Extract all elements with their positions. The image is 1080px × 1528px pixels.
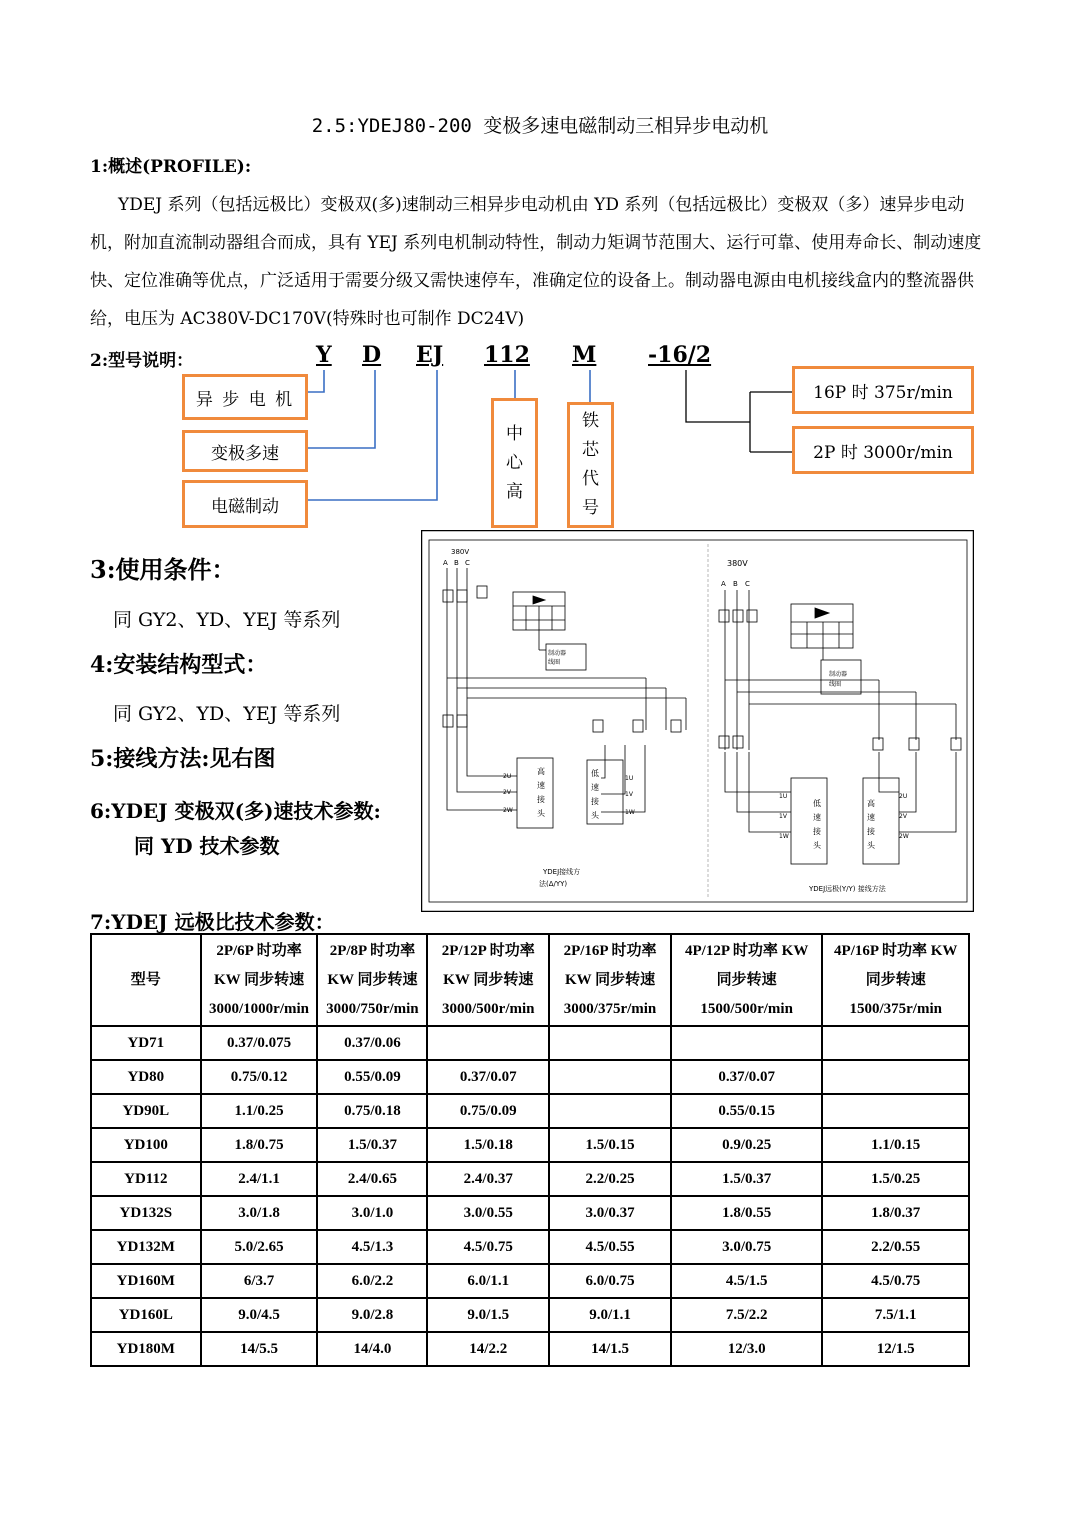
svg-text:头: 头: [813, 841, 821, 850]
model-cell: YD90L: [91, 1094, 201, 1128]
model-cell: YD71: [91, 1026, 201, 1060]
value-cell: 9.0/2.8: [317, 1298, 427, 1332]
table-header-row: [91, 934, 969, 1026]
section3-text: 同 GY2、YD、YEJ 等系列: [113, 609, 341, 631]
value-cell: 6.0/2.2: [317, 1264, 427, 1298]
svg-text:头: 头: [867, 841, 875, 850]
section6-sub: 同 YD 技术参数: [134, 834, 280, 858]
table-row: [91, 1026, 969, 1060]
svg-text:1V: 1V: [625, 791, 633, 798]
svg-text:低: 低: [591, 769, 599, 778]
section6-heading: 6:YDEJ 变极双(多)速技术参数:: [90, 799, 381, 823]
value-cell: 0.37/0.06: [317, 1026, 427, 1060]
value-cell: 2.4/0.65: [317, 1162, 427, 1196]
value-cell: 14/4.0: [317, 1332, 427, 1366]
value-cell: 9.0/4.5: [201, 1298, 318, 1332]
box-speed-16p: 16P 时 375r/min: [792, 366, 974, 414]
svg-text:1W: 1W: [625, 809, 635, 816]
value-cell: 2.2/0.25: [549, 1162, 671, 1196]
table-row: [91, 1128, 969, 1162]
value-cell: 14/1.5: [549, 1332, 671, 1366]
box-core-code: 铁 芯 代 号: [567, 402, 614, 528]
value-cell: 1.5/0.37: [317, 1128, 427, 1162]
value-cell: 7.5/1.1: [822, 1298, 969, 1332]
svg-text:速: 速: [591, 783, 599, 792]
header-cell: 2P/16P 时功率 KW 同步转速 3000/375r/min: [549, 934, 671, 1026]
value-cell: 0.55/0.09: [317, 1060, 427, 1094]
section2-heading: 2:型号说明：: [90, 351, 194, 371]
header-cell: 2P/8P 时功率 KW 同步转速 3000/750r/min: [317, 934, 427, 1026]
svg-text:头: 头: [591, 811, 599, 820]
table-row: [91, 1264, 969, 1298]
value-cell: 4.5/1.3: [317, 1230, 427, 1264]
value-cell: 0.37/0.07: [671, 1060, 823, 1094]
svg-text:2U: 2U: [899, 793, 908, 800]
svg-text:B: B: [733, 580, 738, 588]
box-em-brake: 电磁制动: [182, 480, 308, 528]
section7-heading: 7:YDEJ 远极比技术参数：: [90, 910, 335, 934]
table-row: [91, 1094, 969, 1128]
value-cell: 1.5/0.15: [549, 1128, 671, 1162]
section1-heading: 1:概述(PROFILE):: [90, 157, 252, 177]
svg-text:A: A: [443, 559, 448, 567]
svg-text:C: C: [745, 580, 750, 588]
svg-text:1V: 1V: [779, 813, 787, 820]
value-cell: 1.5/0.37: [671, 1162, 823, 1196]
svg-text:1U: 1U: [625, 775, 634, 782]
value-cell: 1.1/0.25: [201, 1094, 318, 1128]
model-cell: YD160L: [91, 1298, 201, 1332]
svg-text:YDEJ接线方: YDEJ接线方: [543, 868, 581, 876]
table-row: [91, 1060, 969, 1094]
value-cell: [549, 1060, 671, 1094]
svg-text:2U: 2U: [503, 773, 512, 780]
value-cell: 9.0/1.5: [427, 1298, 549, 1332]
model-cell: YD80: [91, 1060, 201, 1094]
svg-text:接: 接: [813, 827, 821, 836]
value-cell: 1.8/0.55: [671, 1196, 823, 1230]
box-async-motor: 异 步 电 机: [182, 374, 308, 420]
value-cell: 2.4/1.1: [201, 1162, 318, 1196]
value-cell: 0.75/0.12: [201, 1060, 318, 1094]
value-cell: 14/2.2: [427, 1332, 549, 1366]
params-table: [90, 933, 970, 1367]
svg-text:接: 接: [591, 797, 599, 806]
right-wiring: [719, 590, 961, 864]
table-body: [91, 1026, 969, 1366]
left-wiring: [443, 568, 686, 828]
value-cell: 3.0/1.0: [317, 1196, 427, 1230]
value-cell: 1.1/0.15: [822, 1128, 969, 1162]
value-cell: 0.75/0.09: [427, 1094, 549, 1128]
table-row: [91, 1162, 969, 1196]
svg-text:高: 高: [867, 799, 875, 808]
svg-text:2V: 2V: [899, 813, 907, 820]
value-cell: [549, 1026, 671, 1060]
value-cell: [822, 1026, 969, 1060]
svg-text:C: C: [465, 559, 470, 567]
value-cell: 6.0/0.75: [549, 1264, 671, 1298]
svg-text:2V: 2V: [503, 789, 511, 796]
code-16-2: -16/2: [648, 342, 712, 368]
svg-text:380V: 380V: [451, 548, 470, 556]
svg-text:法(Δ/YY): 法(Δ/YY): [539, 880, 568, 888]
svg-text:2W: 2W: [503, 807, 513, 814]
section1-text: YDEJ 系列（包括远极比）变极双(多)速制动三相异步电动机由 YD 系列（包括远极比）变极双（多）速异步电动机，附加直流制动器组合而成，具有 YEJ 系列电机制动特性，制动力矩调节范围大、运行可靠、使用寿命长、制动速度快、定位准确等优点，广泛适用于需要分级又需快速停车，准确定位的设备上。制动器电源由电机接线盒内的整流器供给，电压为 AC380V-DC170V(特殊时也可制作 DC24V): [90, 195, 982, 329]
page-title: 2.5:YDEJ80-200 变极多速电磁制动三相异步电动机: [311, 115, 769, 137]
value-cell: [822, 1060, 969, 1094]
value-cell: 0.75/0.18: [317, 1094, 427, 1128]
header-cell: 2P/12P 时功率 KW 同步转速 3000/500r/min: [427, 934, 549, 1026]
value-cell: 9.0/1.1: [549, 1298, 671, 1332]
value-cell: 3.0/0.55: [427, 1196, 549, 1230]
value-cell: 2.4/0.37: [427, 1162, 549, 1196]
code-ej: EJ: [416, 342, 444, 368]
header-cell: 4P/12P 时功率 KW 同步转速 1500/500r/min: [671, 934, 823, 1026]
header-cell: 4P/16P 时功率 KW 同步转速 1500/375r/min: [822, 934, 969, 1026]
value-cell: 2.2/0.55: [822, 1230, 969, 1264]
wiring-diagram: [421, 530, 974, 912]
value-cell: 4.5/1.5: [671, 1264, 823, 1298]
svg-text:制动器: 制动器: [829, 671, 848, 678]
value-cell: 1.8/0.37: [822, 1196, 969, 1230]
code-112: 112: [484, 342, 530, 368]
code-m: M: [572, 342, 597, 368]
value-cell: 1.5/0.18: [427, 1128, 549, 1162]
section5-heading: 5:接线方法:见右图: [90, 746, 276, 772]
svg-text:速: 速: [867, 813, 875, 822]
value-cell: 3.0/0.75: [671, 1230, 823, 1264]
value-cell: 3.0/0.37: [549, 1196, 671, 1230]
model-cell: YD132M: [91, 1230, 201, 1264]
value-cell: 0.9/0.25: [671, 1128, 823, 1162]
value-cell: [671, 1026, 823, 1060]
box-speed-2p: 2P 时 3000r/min: [792, 426, 974, 474]
box-center-height: 中 心 高: [491, 398, 538, 528]
value-cell: 1.5/0.25: [822, 1162, 969, 1196]
value-cell: 7.5/2.2: [671, 1298, 823, 1332]
value-cell: 12/1.5: [822, 1332, 969, 1366]
value-cell: 14/5.5: [201, 1332, 318, 1366]
value-cell: 0.37/0.075: [201, 1026, 318, 1060]
svg-text:1U: 1U: [779, 793, 788, 800]
section4-text: 同 GY2、YD、YEJ 等系列: [113, 703, 341, 725]
code-d: D: [362, 342, 382, 368]
svg-text:头: 头: [537, 809, 545, 818]
svg-text:速: 速: [813, 813, 821, 822]
value-cell: 1.8/0.75: [201, 1128, 318, 1162]
svg-text:B: B: [454, 559, 459, 567]
value-cell: 4.5/0.75: [822, 1264, 969, 1298]
model-cell: YD160M: [91, 1264, 201, 1298]
svg-text:A: A: [721, 580, 726, 588]
svg-text:接: 接: [867, 827, 875, 836]
value-cell: 4.5/0.75: [427, 1230, 549, 1264]
value-cell: 3.0/1.8: [201, 1196, 318, 1230]
model-cell: YD180M: [91, 1332, 201, 1366]
value-cell: 0.37/0.07: [427, 1060, 549, 1094]
value-cell: 12/3.0: [671, 1332, 823, 1366]
box-pole-change: 变极多速: [182, 430, 308, 472]
value-cell: [549, 1094, 671, 1128]
header-cell: 2P/6P 时功率 KW 同步转速 3000/1000r/min: [201, 934, 318, 1026]
header-cell-model: 型号: [91, 934, 201, 1026]
svg-text:高: 高: [537, 767, 545, 776]
value-cell: [822, 1094, 969, 1128]
svg-text:速: 速: [537, 781, 545, 790]
section4-heading: 4:安装结构型式：: [90, 652, 268, 678]
code-y: Y: [316, 342, 332, 368]
table-row: [91, 1332, 969, 1366]
table-row: [91, 1196, 969, 1230]
value-cell: 6.0/1.1: [427, 1264, 549, 1298]
value-cell: [427, 1026, 549, 1060]
table-row: [91, 1298, 969, 1332]
value-cell: 0.55/0.15: [671, 1094, 823, 1128]
table-row: [91, 1230, 969, 1264]
svg-text:制动器: 制动器: [548, 650, 567, 657]
svg-text:低: 低: [813, 799, 821, 808]
svg-text:线圈: 线圈: [548, 659, 561, 666]
svg-text:1W: 1W: [779, 833, 789, 840]
svg-text:380V: 380V: [727, 559, 748, 568]
model-cell: YD132S: [91, 1196, 201, 1230]
svg-text:接: 接: [537, 795, 545, 804]
value-cell: 4.5/0.55: [549, 1230, 671, 1264]
section3-heading: 3:使用条件：: [90, 555, 236, 584]
svg-text:YDEJ远极(Y/Y) 接线方法: YDEJ远极(Y/Y) 接线方法: [809, 885, 886, 893]
value-cell: 5.0/2.65: [201, 1230, 318, 1264]
svg-text:2W: 2W: [899, 833, 909, 840]
svg-text:线圈: 线圈: [829, 681, 842, 688]
model-cell: YD100: [91, 1128, 201, 1162]
model-cell: YD112: [91, 1162, 201, 1196]
value-cell: 6/3.7: [201, 1264, 318, 1298]
